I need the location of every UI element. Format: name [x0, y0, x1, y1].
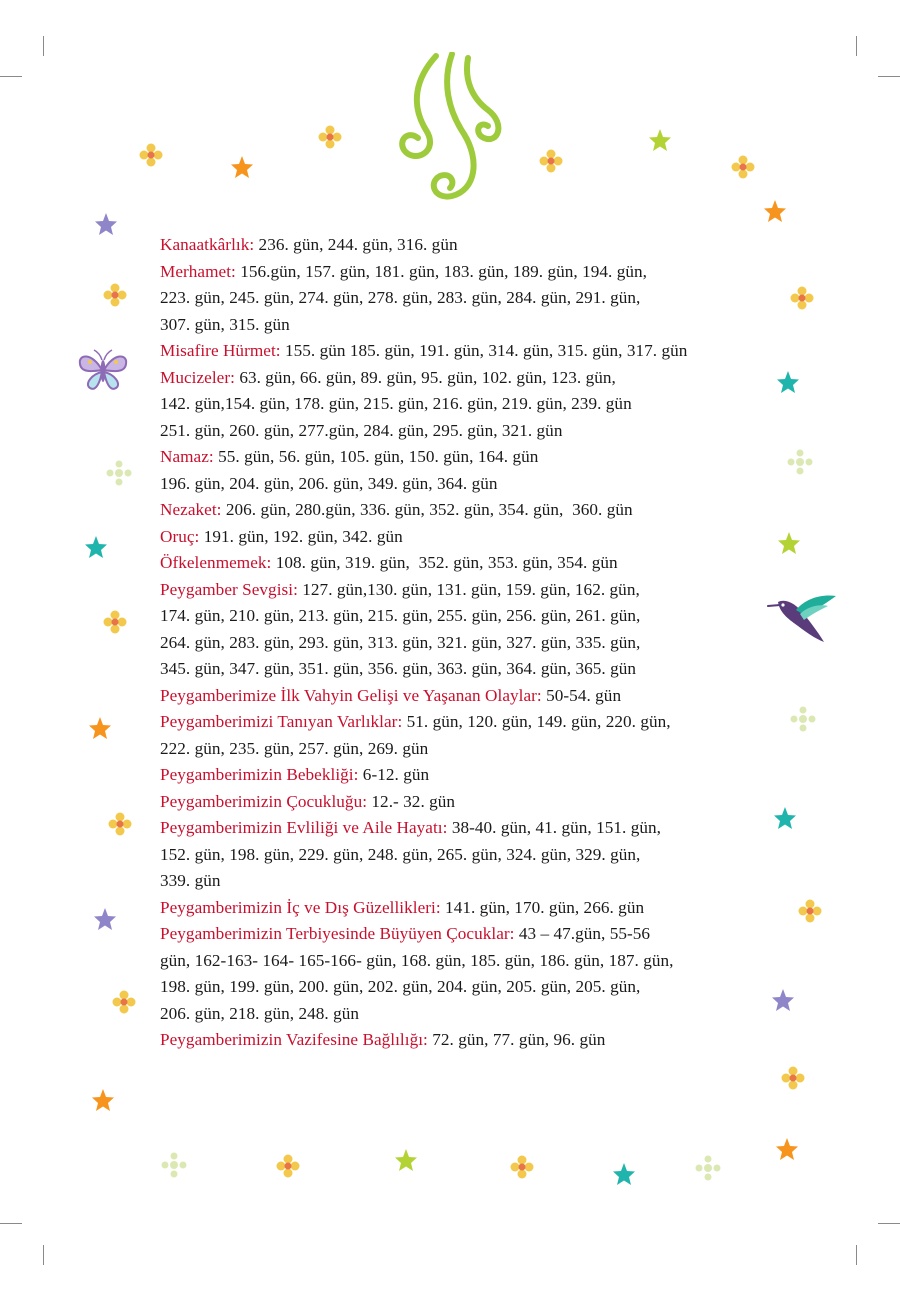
flower-icon — [276, 1154, 300, 1178]
day-references: 222. gün, 235. gün, 257. gün, 269. gün — [160, 738, 429, 758]
entry-line — [160, 921, 780, 948]
star-icon — [648, 128, 672, 152]
index-entry — [160, 709, 780, 762]
flower-icon — [694, 1154, 722, 1182]
index-term: Kanaatkârlık: — [160, 235, 255, 254]
star-icon — [230, 155, 254, 179]
index-entry — [160, 550, 780, 577]
crop-mark — [856, 1245, 857, 1265]
crop-mark — [0, 1223, 22, 1224]
entry-line — [160, 418, 780, 445]
flower-icon — [108, 812, 132, 836]
star-icon — [93, 907, 117, 931]
crop-mark — [856, 36, 857, 56]
day-references: 72. gün, 77. gün, 96. gün — [432, 1030, 606, 1049]
entry-line — [160, 842, 780, 869]
index-entry — [160, 232, 780, 259]
entry-line — [160, 312, 780, 339]
index-term: Peygamberimizi Tanıyan Varlıklar: — [160, 712, 403, 731]
index-term: Öfkelenmemek: — [160, 553, 272, 572]
index-entry — [160, 762, 780, 789]
entry-line — [160, 471, 780, 498]
index-entry — [160, 444, 780, 497]
entry-line — [160, 895, 780, 922]
swirl-ornament — [388, 52, 512, 204]
crop-mark — [878, 1223, 900, 1224]
day-references: 307. gün, 315. gün — [160, 314, 290, 334]
day-references: 251. gün, 260. gün, 277.gün, 284. gün, 295. gün, 321. gün — [160, 420, 563, 440]
star-icon — [94, 212, 118, 236]
flower-icon — [160, 1151, 188, 1179]
star-icon — [775, 1137, 799, 1161]
star-icon — [91, 1088, 115, 1112]
index-term: Mucizeler: — [160, 367, 235, 387]
index-entry — [160, 524, 780, 551]
entry-line — [160, 974, 780, 1001]
index-term: Namaz: — [160, 447, 214, 466]
entry-line — [160, 365, 780, 392]
entry-line — [160, 709, 780, 736]
day-references: 43 – 47.gün, 55-56 — [518, 924, 651, 943]
entry-line — [160, 497, 780, 524]
day-references: 63. gün, 66. gün, 89. gün, 95. gün, 102. gün, 123. gün, — [239, 367, 616, 387]
index-term: Merhamet: — [160, 261, 236, 281]
star-icon — [394, 1148, 418, 1172]
day-references: 152. gün, 198. gün, 229. gün, 248. gün, 265. gün, 324. gün, 329. gün, — [160, 844, 641, 864]
flower-icon — [510, 1155, 534, 1179]
flower-icon — [790, 286, 814, 310]
flower-icon — [786, 448, 814, 476]
day-references: 108. gün, 319. gün, 352. gün, 353. gün, 354. gün — [275, 553, 618, 572]
flower-icon — [318, 125, 342, 149]
index-list — [160, 232, 780, 1054]
star-icon — [84, 535, 108, 559]
flower-icon — [789, 705, 817, 733]
entry-line — [160, 444, 780, 471]
index-term: Nezaket: — [160, 500, 222, 519]
day-references: 191. gün, 192. gün, 342. gün — [203, 526, 403, 546]
day-references: 345. gün, 347. gün, 351. gün, 356. gün, 363. gün, 364. gün, 365. gün — [160, 659, 637, 678]
crop-mark — [43, 36, 44, 56]
entry-line — [160, 603, 780, 630]
entry-line — [160, 683, 780, 710]
index-entry — [160, 577, 780, 683]
index-entry — [160, 1027, 780, 1054]
day-references: 51. gün, 120. gün, 149. gün, 220. gün, — [406, 712, 671, 731]
flower-icon — [539, 149, 563, 173]
day-references: 196. gün, 204. gün, 206. gün, 349. gün, 364. gün — [160, 473, 498, 493]
flower-icon — [112, 990, 136, 1014]
entry-line — [160, 868, 780, 895]
entry-line — [160, 1027, 780, 1054]
index-entry — [160, 338, 780, 365]
index-entry — [160, 921, 780, 1027]
entry-line — [160, 524, 780, 551]
flower-icon — [103, 610, 127, 634]
entry-line — [160, 577, 780, 604]
entry-line — [160, 285, 780, 312]
star-icon — [612, 1162, 636, 1186]
entry-line — [160, 736, 780, 763]
butterfly-icon — [76, 348, 130, 394]
index-term: Oruç: — [160, 526, 200, 546]
index-entry — [160, 789, 780, 816]
index-term: Peygamberimizin Vazifesine Bağlılığı: — [160, 1030, 428, 1049]
entry-line — [160, 656, 780, 683]
day-references: 55. gün, 56. gün, 105. gün, 150. gün, 164. gün — [218, 447, 539, 466]
index-term: Misafire Hürmet: — [160, 341, 281, 360]
crop-mark — [0, 76, 22, 77]
entry-line — [160, 338, 780, 365]
entry-line — [160, 789, 780, 816]
day-references: 38-40. gün, 41. gün, 151. gün, — [451, 818, 661, 837]
entry-line — [160, 1001, 780, 1028]
day-references: 156.gün, 157. gün, 181. gün, 183. gün, 189. gün, 194. gün, — [240, 261, 648, 281]
flower-icon — [103, 283, 127, 307]
flower-icon — [798, 899, 822, 923]
flower-icon — [731, 155, 755, 179]
flower-icon — [105, 459, 133, 487]
day-references: 50-54. gün — [546, 685, 622, 705]
star-icon — [777, 531, 801, 555]
entry-line — [160, 550, 780, 577]
flower-icon — [781, 1066, 805, 1090]
day-references: 198. gün, 199. gün, 200. gün, 202. gün, 204. gün, 205. gün, 205. gün, — [160, 977, 641, 996]
day-references: 339. gün — [160, 871, 221, 890]
crop-mark — [43, 1245, 44, 1265]
day-references: gün, 162-163- 164- 165-166- gün, 168. gün, 185. gün, 186. gün, 187. gün, — [160, 950, 674, 970]
entry-line — [160, 948, 780, 975]
entry-line — [160, 630, 780, 657]
day-references: 206. gün, 280.gün, 336. gün, 352. gün, 354. gün, 360. gün — [225, 500, 633, 519]
index-term: Peygamberimizin Çocukluğu: — [160, 791, 368, 811]
index-term: Peygamberimizin Bebekliği: — [160, 765, 359, 784]
star-icon — [88, 716, 112, 740]
day-references: 223. gün, 245. gün, 274. gün, 278. gün, 283. gün, 284. gün, 291. gün, — [160, 288, 641, 307]
index-entry — [160, 683, 780, 710]
day-references: 174. gün, 210. gün, 213. gün, 215. gün, 255. gün, 256. gün, 261. gün, — [160, 606, 641, 625]
day-references: 6-12. gün — [362, 765, 430, 784]
flower-icon — [139, 143, 163, 167]
star-icon — [763, 199, 787, 223]
entry-line — [160, 259, 780, 286]
day-references: 264. gün, 283. gün, 293. gün, 313. gün, 321. gün, 327. gün, 335. gün, — [160, 632, 641, 652]
day-references: 141. gün, 170. gün, 266. gün — [445, 897, 645, 917]
day-references: 127. gün,130. gün, 131. gün, 159. gün, 162. gün, — [302, 579, 640, 599]
index-term: Peygamber Sevgisi: — [160, 579, 298, 599]
day-references: 155. gün 185. gün, 191. gün, 314. gün, 315. gün, 317. gün — [284, 341, 688, 360]
index-entry — [160, 259, 780, 339]
entry-line — [160, 762, 780, 789]
index-term: Peygamberimizin Evliliği ve Aile Hayatı: — [160, 818, 448, 837]
day-references: 12.- 32. gün — [371, 791, 456, 811]
index-entry — [160, 815, 780, 895]
entry-line — [160, 391, 780, 418]
day-references: 236. gün, 244. gün, 316. gün — [258, 235, 458, 254]
index-entry — [160, 365, 780, 445]
index-entry — [160, 895, 780, 922]
entry-line — [160, 232, 780, 259]
day-references: 206. gün, 218. gün, 248. gün — [160, 1003, 360, 1023]
crop-mark — [878, 76, 900, 77]
day-references: 142. gün,154. gün, 178. gün, 215. gün, 216. gün, 219. gün, 239. gün — [160, 394, 632, 413]
index-term: Peygamberimize İlk Vahyin Gelişi ve Yaşanan Olaylar: — [160, 685, 542, 705]
index-term: Peygamberimizin İç ve Dış Güzellikleri: — [160, 897, 441, 917]
index-entry — [160, 497, 780, 524]
entry-line — [160, 815, 780, 842]
index-term: Peygamberimizin Terbiyesinde Büyüyen Çocuklar: — [160, 924, 515, 943]
